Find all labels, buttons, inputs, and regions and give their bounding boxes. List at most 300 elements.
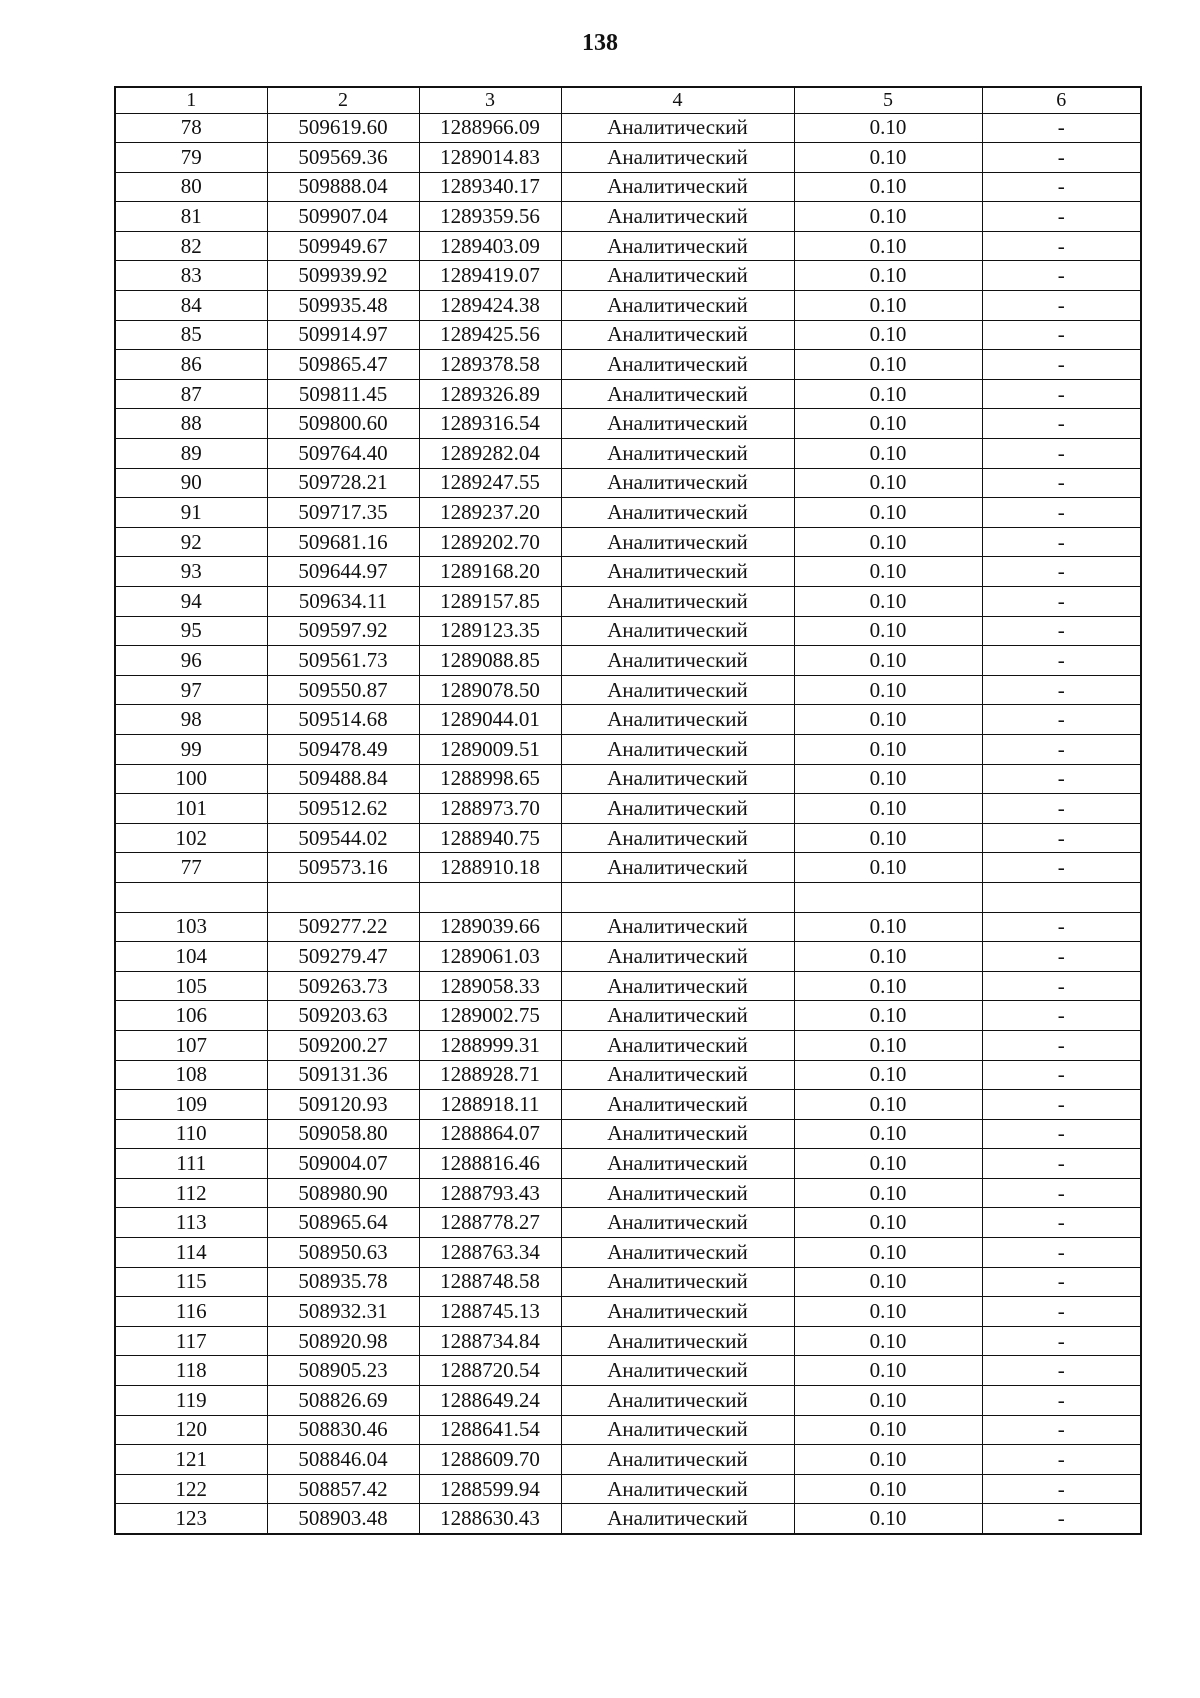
table-cell: 509120.93 [267,1090,419,1120]
column-header: 2 [267,87,419,113]
table-cell: - [982,557,1141,587]
table-row [115,1386,1141,1416]
table-cell: Аналитический [561,172,794,202]
table-cell: 509203.63 [267,1001,419,1031]
table-row [115,705,1141,735]
empty-cell [794,882,982,912]
table-row [115,1090,1141,1120]
table-cell: 508905.23 [267,1356,419,1386]
table-row [115,143,1141,173]
table-row [115,172,1141,202]
table-cell: 509728.21 [267,468,419,498]
table-row [115,1445,1141,1475]
table-cell: 84 [115,291,267,321]
table-cell: 0.10 [794,409,982,439]
table-cell: - [982,734,1141,764]
table-cell: 1288609.70 [419,1445,561,1475]
table-cell: 0.10 [794,1149,982,1179]
table-cell: 509277.22 [267,912,419,942]
table-cell: 0.10 [794,1030,982,1060]
table-cell: Аналитический [561,971,794,1001]
table-cell: 508903.48 [267,1504,419,1534]
table-cell: 508920.98 [267,1326,419,1356]
table-row [115,764,1141,794]
table-cell: 1288599.94 [419,1474,561,1504]
table-cell: 509764.40 [267,439,419,469]
table-cell: 509561.73 [267,646,419,676]
table-cell: 0.10 [794,705,982,735]
table-cell: 98 [115,705,267,735]
table-cell: 123 [115,1504,267,1534]
table-row [115,734,1141,764]
table-cell: - [982,1178,1141,1208]
table-cell: 0.10 [794,172,982,202]
table-cell: - [982,527,1141,557]
table-cell: 0.10 [794,1119,982,1149]
table-cell: 0.10 [794,439,982,469]
table-cell: - [982,320,1141,350]
table-cell: 91 [115,498,267,528]
table-cell: - [982,1445,1141,1475]
table-cell: Аналитический [561,646,794,676]
table-cell: 0.10 [794,1415,982,1445]
table-cell: 1289425.56 [419,320,561,350]
empty-cell [419,882,561,912]
table-cell: 1288649.24 [419,1386,561,1416]
table-cell: 90 [115,468,267,498]
table-cell: - [982,1238,1141,1268]
table-cell: 97 [115,675,267,705]
table-cell: 509597.92 [267,616,419,646]
table-cell: 1288720.54 [419,1356,561,1386]
table-cell: Аналитический [561,1297,794,1327]
table-row [115,1119,1141,1149]
table-cell: Аналитический [561,1326,794,1356]
table-cell: Аналитический [561,794,794,824]
table-cell: 1289039.66 [419,912,561,942]
table-cell: Аналитический [561,823,794,853]
table-cell: 509131.36 [267,1060,419,1090]
table-cell: 104 [115,942,267,972]
table-cell: 0.10 [794,1238,982,1268]
table-row [115,646,1141,676]
page-number: 138 [582,30,618,56]
table-row [115,409,1141,439]
table-cell: 1289340.17 [419,172,561,202]
table-cell: Аналитический [561,764,794,794]
table-cell: 1289378.58 [419,350,561,380]
table-cell: 509263.73 [267,971,419,1001]
header-row [115,87,1141,113]
table-cell: 0.10 [794,942,982,972]
table-cell: 509200.27 [267,1030,419,1060]
table-cell: 1288641.54 [419,1415,561,1445]
table-cell: 0.10 [794,675,982,705]
table-cell: 0.10 [794,616,982,646]
table-cell: 86 [115,350,267,380]
table-cell: 0.10 [794,1267,982,1297]
table-cell: 113 [115,1208,267,1238]
table-cell: 77 [115,853,267,883]
table-cell: - [982,646,1141,676]
table-cell: 0.10 [794,1001,982,1031]
table-cell: 1288966.09 [419,113,561,143]
table-cell: 120 [115,1415,267,1445]
table-cell: 509811.45 [267,379,419,409]
table-cell: 87 [115,379,267,409]
table-cell: 100 [115,764,267,794]
table-cell: 116 [115,1297,267,1327]
table-row [115,1474,1141,1504]
table-cell: 1288940.75 [419,823,561,853]
table-cell: 0.10 [794,320,982,350]
table-cell: Аналитический [561,1474,794,1504]
table-cell: 0.10 [794,1504,982,1534]
table-cell: Аналитический [561,498,794,528]
table-cell: 509478.49 [267,734,419,764]
table-cell: Аналитический [561,527,794,557]
table-cell: 1288816.46 [419,1149,561,1179]
table-cell: 83 [115,261,267,291]
table-cell: 1288928.71 [419,1060,561,1090]
table-cell: 0.10 [794,1445,982,1475]
table-cell: 1289058.33 [419,971,561,1001]
table-cell: 1288793.43 [419,1178,561,1208]
table-cell: 0.10 [794,646,982,676]
table-cell: 0.10 [794,587,982,617]
table-cell: Аналитический [561,1445,794,1475]
table-cell: Аналитический [561,1178,794,1208]
table-row [115,202,1141,232]
table-cell: 0.10 [794,527,982,557]
table-cell: 108 [115,1060,267,1090]
table-cell: 1288998.65 [419,764,561,794]
table-cell: 0.10 [794,291,982,321]
table-cell: 509544.02 [267,823,419,853]
table-cell: - [982,379,1141,409]
table-cell: 0.10 [794,261,982,291]
table-cell: Аналитический [561,143,794,173]
table-cell: 85 [115,320,267,350]
table-cell: 509004.07 [267,1149,419,1179]
table-cell: Аналитический [561,1119,794,1149]
table-cell: Аналитический [561,231,794,261]
table-cell: - [982,764,1141,794]
table-cell: - [982,1208,1141,1238]
table-cell: - [982,1356,1141,1386]
table-cell: 508932.31 [267,1297,419,1327]
table-cell: - [982,1415,1141,1445]
table-cell: - [982,468,1141,498]
table-cell: Аналитический [561,853,794,883]
table-cell: 1289002.75 [419,1001,561,1031]
table-cell: 1288734.84 [419,1326,561,1356]
table-row [115,261,1141,291]
coordinates-table [114,86,1142,1535]
table-cell: 508935.78 [267,1267,419,1297]
table-row [115,439,1141,469]
table-cell: 118 [115,1356,267,1386]
table-cell: - [982,794,1141,824]
table-cell: - [982,971,1141,1001]
table-row [115,1297,1141,1327]
table-cell: 114 [115,1238,267,1268]
table-cell: 0.10 [794,794,982,824]
table-cell: - [982,616,1141,646]
table-cell: 1288910.18 [419,853,561,883]
table-cell: 509512.62 [267,794,419,824]
table-cell: 1288864.07 [419,1119,561,1149]
table-row [115,379,1141,409]
table-cell: - [982,1297,1141,1327]
table-cell: Аналитический [561,202,794,232]
empty-cell [115,882,267,912]
table-cell: 0.10 [794,350,982,380]
table-cell: - [982,1090,1141,1120]
table-cell: 0.10 [794,231,982,261]
table-cell: 0.10 [794,202,982,232]
column-header: 6 [982,87,1141,113]
table-row [115,616,1141,646]
column-header: 3 [419,87,561,113]
table-cell: 102 [115,823,267,853]
table-cell: 0.10 [794,379,982,409]
table-cell: - [982,1119,1141,1149]
table-cell: 1289326.89 [419,379,561,409]
table-cell: Аналитический [561,1149,794,1179]
table-cell: 1289316.54 [419,409,561,439]
empty-cell [267,882,419,912]
table-cell: 509907.04 [267,202,419,232]
table-row [115,823,1141,853]
table-cell: 1289359.56 [419,202,561,232]
table-cell: 509573.16 [267,853,419,883]
table-cell: 89 [115,439,267,469]
table-cell: 112 [115,1178,267,1208]
table-cell: - [982,1149,1141,1179]
table-row [115,587,1141,617]
table-cell: Аналитический [561,350,794,380]
table-cell: - [982,853,1141,883]
table-row [115,1267,1141,1297]
table-row [115,291,1141,321]
table-cell: 92 [115,527,267,557]
table-row [115,1178,1141,1208]
table-cell: Аналитический [561,320,794,350]
table-cell: 0.10 [794,853,982,883]
table-cell: 508965.64 [267,1208,419,1238]
table-row [115,557,1141,587]
table-cell: 509514.68 [267,705,419,735]
table-cell: - [982,1060,1141,1090]
table-cell: 103 [115,912,267,942]
table-cell: 0.10 [794,557,982,587]
table-cell: 93 [115,557,267,587]
table-cell: - [982,675,1141,705]
table-cell: 0.10 [794,498,982,528]
table-cell: 82 [115,231,267,261]
table-cell: Аналитический [561,1415,794,1445]
table-cell: Аналитический [561,1386,794,1416]
table-cell: 1289088.85 [419,646,561,676]
table-cell: 0.10 [794,113,982,143]
table-cell: 119 [115,1386,267,1416]
table-row [115,1060,1141,1090]
table-cell: - [982,1001,1141,1031]
table-cell: 0.10 [794,1208,982,1238]
table-cell: 509865.47 [267,350,419,380]
table-cell: 0.10 [794,1060,982,1090]
table-cell: Аналитический [561,1208,794,1238]
table-cell: Аналитический [561,1238,794,1268]
table-row [115,527,1141,557]
table-cell: 106 [115,1001,267,1031]
table-cell: 1288973.70 [419,794,561,824]
table-cell: 122 [115,1474,267,1504]
table-cell: 0.10 [794,734,982,764]
table-cell: 0.10 [794,1386,982,1416]
table-cell: 111 [115,1149,267,1179]
table-cell: Аналитический [561,1030,794,1060]
table-cell: 0.10 [794,1474,982,1504]
table-cell: 1289061.03 [419,942,561,972]
table-cell: - [982,1267,1141,1297]
table-row [115,1356,1141,1386]
table-cell: Аналитический [561,1001,794,1031]
table-cell: 109 [115,1090,267,1120]
table-row [115,675,1141,705]
table-row [115,912,1141,942]
table-cell: 1288778.27 [419,1208,561,1238]
table-cell: 1289123.35 [419,616,561,646]
table-cell: - [982,823,1141,853]
table-cell: 99 [115,734,267,764]
table-cell: 509888.04 [267,172,419,202]
table-cell: - [982,1326,1141,1356]
table-cell: - [982,1386,1141,1416]
table-cell: - [982,202,1141,232]
table-cell: 1289247.55 [419,468,561,498]
table-cell: - [982,350,1141,380]
table-cell: 115 [115,1267,267,1297]
table-cell: 0.10 [794,1297,982,1327]
empty-cell [982,882,1141,912]
table-row [115,113,1141,143]
table-cell: 509644.97 [267,557,419,587]
table-cell: - [982,1030,1141,1060]
table-row [115,1149,1141,1179]
table-cell: Аналитический [561,705,794,735]
column-header: 5 [794,87,982,113]
table-cell: 1288999.31 [419,1030,561,1060]
table-cell: Аналитический [561,942,794,972]
table-cell: 1289237.20 [419,498,561,528]
table-cell: - [982,143,1141,173]
table-row [115,498,1141,528]
table-row [115,1001,1141,1031]
table-cell: Аналитический [561,734,794,764]
table-cell: 0.10 [794,143,982,173]
table-cell: 1289044.01 [419,705,561,735]
table-cell: 509681.16 [267,527,419,557]
table-cell: 509619.60 [267,113,419,143]
table-cell: Аналитический [561,1090,794,1120]
table-cell: - [982,912,1141,942]
table-cell: 1289419.07 [419,261,561,291]
table-cell: 1289157.85 [419,587,561,617]
table-cell: 0.10 [794,764,982,794]
table-cell: - [982,439,1141,469]
table-cell: 0.10 [794,468,982,498]
table-cell: 1288918.11 [419,1090,561,1120]
table-cell: 508980.90 [267,1178,419,1208]
column-header: 1 [115,87,267,113]
table-cell: - [982,172,1141,202]
table-cell: Аналитический [561,1504,794,1534]
table-row [115,320,1141,350]
empty-cell [561,882,794,912]
separator-row [115,882,1141,912]
table-row [115,1415,1141,1445]
table-cell: 101 [115,794,267,824]
table-cell: - [982,1474,1141,1504]
table-cell: 0.10 [794,912,982,942]
table-cell: - [982,409,1141,439]
table-cell: Аналитический [561,1356,794,1386]
table-row [115,1030,1141,1060]
table-cell: 1288763.34 [419,1238,561,1268]
column-header: 4 [561,87,794,113]
table-row [115,1208,1141,1238]
table-cell: 509949.67 [267,231,419,261]
table-cell: 1288745.13 [419,1297,561,1327]
table-cell: Аналитический [561,113,794,143]
table-cell: Аналитический [561,1267,794,1297]
table-cell: Аналитический [561,587,794,617]
table-cell: 1288630.43 [419,1504,561,1534]
table-row [115,1238,1141,1268]
table-cell: 1289168.20 [419,557,561,587]
table-cell: Аналитический [561,675,794,705]
table-cell: 509935.48 [267,291,419,321]
table-cell: 117 [115,1326,267,1356]
table-cell: Аналитический [561,439,794,469]
table-cell: 78 [115,113,267,143]
table-cell: Аналитический [561,912,794,942]
table-cell: 0.10 [794,1356,982,1386]
table-row [115,794,1141,824]
table-cell: 1289403.09 [419,231,561,261]
table-cell: 508950.63 [267,1238,419,1268]
table-cell: 88 [115,409,267,439]
table-cell: 1289282.04 [419,439,561,469]
table-cell: Аналитический [561,557,794,587]
table-cell: 0.10 [794,823,982,853]
table-cell: 509939.92 [267,261,419,291]
table-cell: 509488.84 [267,764,419,794]
table-cell: 79 [115,143,267,173]
table-cell: 1289424.38 [419,291,561,321]
table-cell: 1289009.51 [419,734,561,764]
table-row [115,942,1141,972]
table-cell: 94 [115,587,267,617]
table-cell: 509279.47 [267,942,419,972]
table-cell: 509550.87 [267,675,419,705]
table-row [115,350,1141,380]
table-cell: 508857.42 [267,1474,419,1504]
table-cell: 509800.60 [267,409,419,439]
table-cell: - [982,587,1141,617]
